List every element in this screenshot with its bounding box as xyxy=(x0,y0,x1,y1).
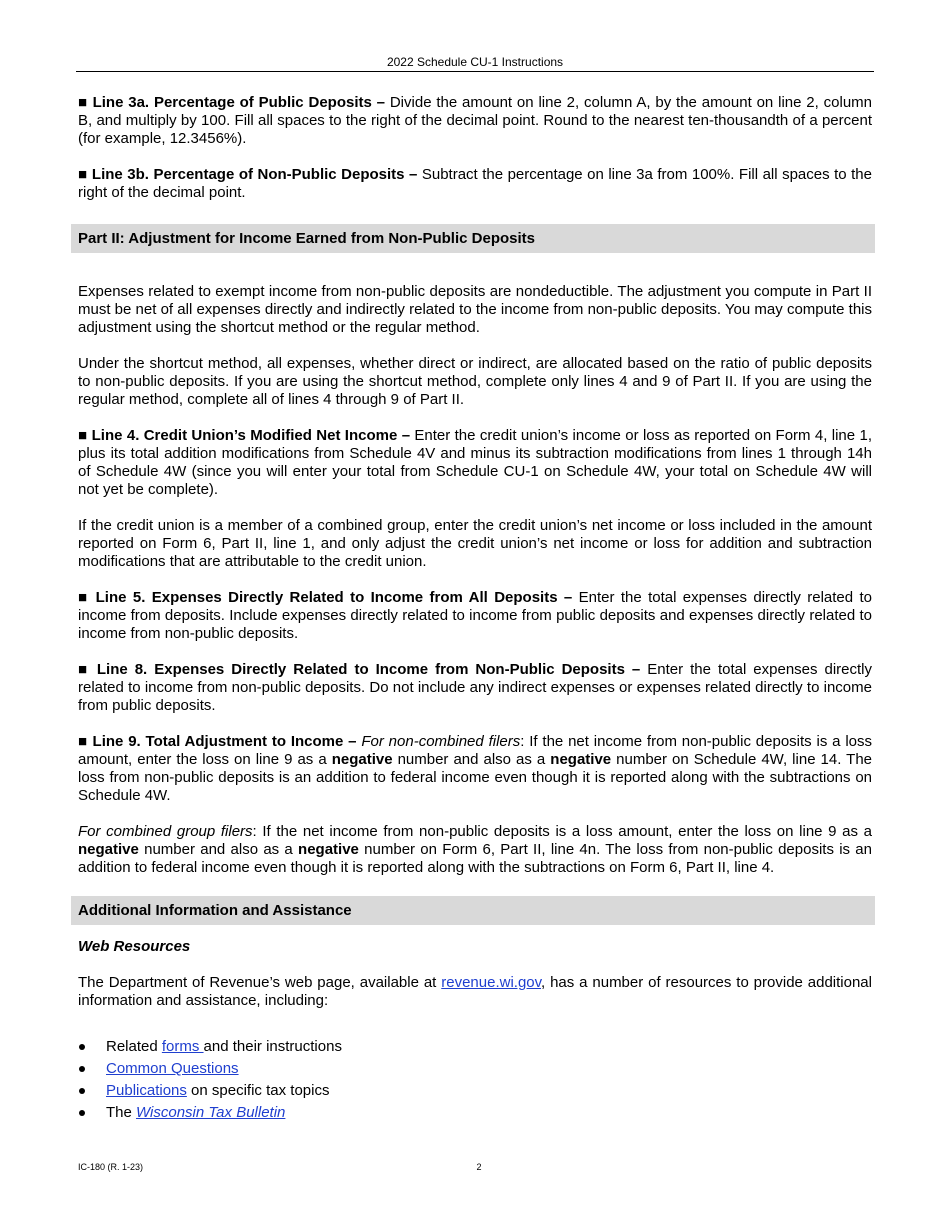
list-item-text: on specific tax topics xyxy=(186,1082,330,1099)
part-2-heading: Part II: Adjustment for Income Earned from Non-Public Deposits xyxy=(71,224,875,253)
page-number: 2 xyxy=(476,1162,482,1172)
combined-filers-text-3: number on Form 6, Part II, line 4n. The loss from non-public deposits is an addition to federal income even though it is reported along with the subtractions on Form 6, Part II, line 4. xyxy=(78,841,872,876)
combined-filers-text-1: : If the net income from non-public deposits is a loss amount, enter the loss on line 9 as a xyxy=(252,823,872,840)
page-content xyxy=(78,94,872,1124)
line-3b-label: Line 3b. Percentage of Non-Public Deposits – xyxy=(91,166,418,183)
bullet-icon xyxy=(79,1088,85,1094)
revenue-website-link[interactable]: revenue.wi.gov xyxy=(441,974,542,991)
combined-group-paragraph: If the credit union is a member of a combined group, enter the credit union’s net income or loss included in the amount reported on Form 6, Part II, line 1, and only adjust the credit union’s net income or loss for addition and subtraction modifications that are attributable to the credit union. xyxy=(78,517,872,570)
line-5-label: Line 5. Expenses Directly Related to Income from All Deposits – xyxy=(95,589,573,606)
shortcut-method-paragraph: Under the shortcut method, all expenses, whether direct or indirect, are allocated based on the ratio of public deposits to non-public deposits. If you are using the shortcut method, complete only lines 4 and 9 of Part II. If you are using the regular method, complete all of lines 4 through 9 of Part II. xyxy=(78,355,872,408)
square-bullet-icon: ■ xyxy=(78,661,90,678)
line-3a-paragraph xyxy=(78,94,872,148)
line-8-label: Line 8. Expenses Directly Related to Income from Non-Public Deposits – xyxy=(96,661,641,678)
line-3a-text: Divide the amount on line 2, column A, by the amount on line 2, column B, and multiply by 100. Fill all spaces to the right of the decimal point. Round to the nearest ten-thousandth of a percent (for example, 12.3456%). xyxy=(78,94,872,147)
bullet-icon xyxy=(79,1110,85,1116)
additional-info-heading: Additional Information and Assistance xyxy=(71,896,875,925)
list-item xyxy=(78,1080,872,1102)
negative-emphasis: negative xyxy=(78,841,139,858)
line-3b-paragraph xyxy=(78,166,872,202)
forms-link[interactable]: forms xyxy=(161,1038,204,1055)
line-9-label: Line 9. Total Adjustment to Income – xyxy=(92,733,357,750)
bullet-icon xyxy=(79,1066,85,1072)
form-id-footer: IC-180 (R. 1-23) xyxy=(78,1162,144,1172)
publications-link[interactable]: Publications xyxy=(106,1082,187,1099)
resources-list xyxy=(78,1036,872,1124)
tax-bulletin-link[interactable]: Wisconsin Tax Bulletin xyxy=(136,1104,286,1121)
line-9-text-2: number and also as a xyxy=(392,751,551,768)
square-bullet-icon: ■ xyxy=(78,166,88,183)
web-resources-subheading: Web Resources xyxy=(78,938,191,955)
line-4-label: Line 4. Credit Union’s Modified Net Income – xyxy=(91,427,411,444)
negative-emphasis: negative xyxy=(298,841,359,858)
line-3b-text: Subtract the percentage on line 3a from 100%. Fill all spaces to the right of the decimal point. xyxy=(78,166,872,201)
list-item-text: and their instructions xyxy=(203,1038,342,1055)
line-8-paragraph xyxy=(78,661,872,715)
web-resources-paragraph xyxy=(78,974,872,1010)
combined-filers-paragraph xyxy=(78,823,872,877)
combined-filers-label: For combined group filers xyxy=(78,823,253,840)
line-4-paragraph xyxy=(78,427,872,499)
line-9-text-3: number on Schedule 4W, line 14. The loss from non-public deposits is an addition to federal income even though it is reported along with the subtractions on Schedule 4W. xyxy=(78,751,873,804)
line-8-text: Enter the total expenses directly related to income from non-public deposits. Do not include any indirect expenses or expenses related directly to income from public deposits. xyxy=(78,661,873,714)
combined-filers-text-2: number and also as a xyxy=(138,841,299,858)
line-5-text: Enter the total expenses directly related to income from deposits. Include expenses directly related to income from public deposits and expenses directly related to income from non-public deposits. xyxy=(78,589,872,642)
square-bullet-icon: ■ xyxy=(78,733,88,750)
list-item xyxy=(78,1036,872,1058)
running-header: 2022 Schedule CU-1 Instructions xyxy=(76,55,874,72)
list-item xyxy=(78,1102,872,1124)
list-item-text: The xyxy=(106,1104,137,1121)
list-item-text: Related xyxy=(106,1038,162,1055)
non-combined-filers-label: For non-combined filers xyxy=(361,733,521,750)
web-resources-text-2: , has a number of resources to provide additional information and assistance, including: xyxy=(78,974,872,1009)
web-resources-text-1: The Department of Revenue’s web page, available at xyxy=(78,974,442,991)
list-item xyxy=(78,1058,872,1080)
square-bullet-icon: ■ xyxy=(78,589,90,606)
square-bullet-icon: ■ xyxy=(78,94,88,111)
bullet-icon xyxy=(79,1044,85,1050)
square-bullet-icon: ■ xyxy=(78,427,88,444)
line-3a-label: Line 3a. Percentage of Public Deposits – xyxy=(92,94,386,111)
line-9-text-1: : If the net income from non-public deposits is a loss amount, enter the loss on line 9 as a xyxy=(78,733,872,768)
line-5-paragraph xyxy=(78,589,872,643)
part-2-intro-paragraph: Expenses related to exempt income from non-public deposits are nondeductible. The adjustment you compute in Part II must be net of all expenses directly and indirectly related to the income from non-public deposits. You may compute this adjustment using the shortcut method or the regular method. xyxy=(78,283,872,336)
common-questions-link[interactable]: Common Questions xyxy=(106,1060,239,1077)
negative-emphasis: negative xyxy=(331,751,393,768)
negative-emphasis: negative xyxy=(550,751,612,768)
line-4-text: Enter the credit union’s income or loss as reported on Form 4, line 1, plus its total addition modifications from Schedule 4V and minus its subtraction modifications from lines 1 through 14h of Schedule 4W (since you will enter your total from Schedule CU-1 on Schedule 4W, your total on Schedule 4W will not yet be complete). xyxy=(78,427,872,498)
line-9-paragraph xyxy=(78,733,872,805)
